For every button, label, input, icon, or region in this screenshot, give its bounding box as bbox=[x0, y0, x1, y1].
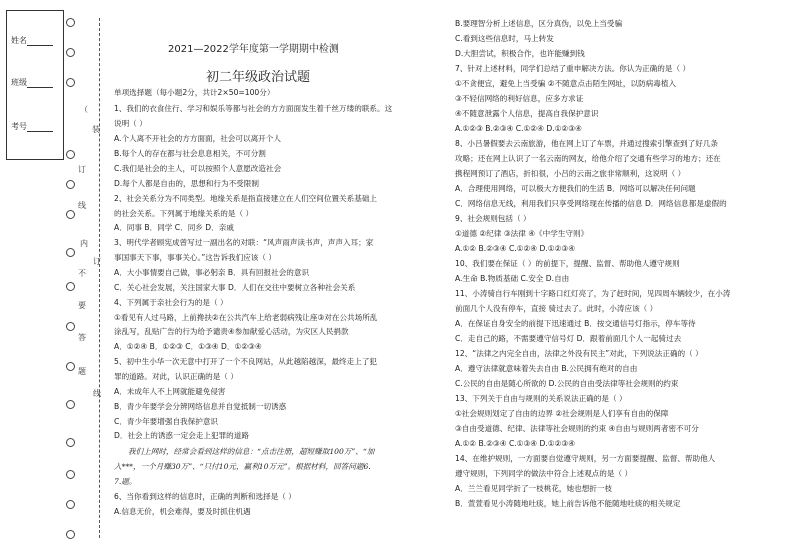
material-line: 我们上网时，经常会看到这样的信息：“点击注册，超短赚取100万”、“加 bbox=[128, 447, 375, 456]
option-line: A.①②③ B.②③④ C.①②④ D.①②③④ bbox=[455, 124, 582, 133]
option-line: A．在保证自身安全的前提下迅速通过 B．按交通信号灯指示，停车等待 bbox=[455, 319, 696, 328]
question-line: 12、“法律之内完全自由，法律之外没有民主”对此，下列说法正确的（ ） bbox=[455, 349, 703, 358]
option-line: C．走自己的路，不需要遵守信号灯 D．跟着前面几个人一起骑过去 bbox=[455, 334, 682, 343]
binding-circle bbox=[66, 500, 75, 509]
binding-char: 线 bbox=[93, 389, 101, 398]
binding-circle bbox=[66, 400, 75, 409]
material-line: 7.题。 bbox=[114, 477, 137, 486]
question-line: 1、我们的衣食住行、学习和娱乐等都与社会的方方面面发生着千丝万缕的联系。这 bbox=[114, 104, 393, 113]
question-line: 罪的道路。对此，认识正确的是（ ） bbox=[114, 372, 238, 381]
option-line: B．萱萱看见小涛随地吐痰，她上前告诉他不能随地吐痰的相关规定 bbox=[455, 499, 681, 508]
option-line: D.大胆尝试，积极合作，也许能赚到钱 bbox=[455, 49, 585, 58]
option-line: C.公民的自由是随心所欲的 D.公民的自由受法律等社会规则的约束 bbox=[455, 379, 679, 388]
question-line: 事国事天下事，事事关心。”这告诉我们应该（ ） bbox=[114, 253, 277, 262]
binding-circle bbox=[66, 530, 75, 539]
option-line: A．①②④ B．①②③ C．①③④ D．①②③④ bbox=[114, 342, 262, 351]
statement-line: ③不轻信网络的利好信息，应多方求证 bbox=[455, 94, 584, 103]
statement-line: ①不贪便宜，避免上当受骗 ②不随意点击陌生网址，以防病毒植入 bbox=[455, 79, 677, 88]
question-line: 10、我们要在保证（ ）的前提下，提醒、监督、帮助他人遵守规则 bbox=[455, 259, 680, 268]
option-line: A.生命 B.物质基础 C.安全 D.自由 bbox=[455, 274, 570, 283]
name-label: 姓名 bbox=[11, 36, 27, 45]
option-line: D.每个人都是自由的，思想和行为不受限制 bbox=[114, 179, 259, 188]
option-line: A.①② B.②③④ C.①③④ D.①②③④ bbox=[455, 439, 576, 448]
statement-line: ④不随意泄露个人信息，提高自我保护意识 bbox=[455, 109, 599, 118]
student-info-box bbox=[6, 10, 64, 160]
option-line: A．同事 B．同学 C．同乡 D．亲戚 bbox=[114, 223, 234, 232]
material-line: 入***，一个月赚30万”、“只付10元，赢利10万元”。根据材料，回答问题6. bbox=[114, 462, 371, 471]
question-line: 7、针对上述材料，同学们总结了重申解决方法。你认为正确的是（ ） bbox=[455, 64, 691, 73]
binding-char: 要 bbox=[78, 301, 86, 310]
question-line: 遵守规则，下列同学的做法中符合上述观点的是（ ） bbox=[455, 469, 633, 478]
option-line: C.看到这些信息时，马上转发 bbox=[455, 34, 554, 43]
option-line: A.个人离不开社会的方方面面，社会可以离开个人 bbox=[114, 134, 281, 143]
class-field[interactable] bbox=[11, 77, 53, 88]
binding-circle bbox=[66, 470, 75, 479]
question-line: 14、在维护规则，一方面要自觉遵守规则，另一方面要提醒、监督、帮助他人 bbox=[455, 454, 716, 463]
question-line: 4、下列属于亲社会行为的是（ ） bbox=[114, 298, 228, 307]
option-line: C.我们是社会的主人，可以按照个人意愿改造社会 bbox=[114, 164, 282, 173]
option-line: B.每个人的存在都与社会息息相关，不可分割 bbox=[114, 149, 266, 158]
option-line: C．青少年要增强自我保护意识 bbox=[114, 417, 219, 426]
binding-circle bbox=[66, 438, 75, 447]
paper-title: 初二年级政治试题 bbox=[206, 70, 311, 85]
name-field[interactable] bbox=[11, 35, 53, 46]
binding-char: 内 bbox=[80, 239, 88, 248]
binding-circle bbox=[66, 248, 75, 257]
exam-title: 2021—2022学年度第一学期期中检测 bbox=[168, 44, 339, 55]
binding-circle bbox=[66, 48, 75, 57]
question-line: 2、社会关系分为不同类型。地缘关系是指直接建立在人们空间位置关系基础上 bbox=[114, 194, 378, 203]
option-line: A．兰兰看见同学折了一枝桃花，她也想折一枝 bbox=[455, 484, 613, 493]
binding-circle bbox=[66, 78, 75, 87]
question-line: 说明（ ） bbox=[114, 119, 147, 128]
option-line: A．遵守法律就意味着失去自由 B.公民拥有绝对的自由 bbox=[455, 364, 638, 373]
question-line: 携程网预订了酒店，折扣很，小吕的云南之旅非常顺利，这说明（ ） bbox=[455, 169, 686, 178]
binding-char: 订 bbox=[93, 257, 101, 266]
binding-char: 题 bbox=[78, 367, 86, 376]
statement-line: ③自由受道德、纪律、法律等社会规则的约束 ④自由与规则两者密不可分 bbox=[455, 424, 699, 433]
question-line: 3、明代学者顾宪成曾写过一副出名的对联：“风声雨声读书声，声声入耳；家 bbox=[114, 238, 374, 247]
option-line: A．未成年人不上网就能避免侵害 bbox=[114, 387, 226, 396]
question-line: 前面几个人没有停车，直接 骑过去了。此时，小涛应该（ ） bbox=[455, 304, 658, 313]
option-line: A.信息无价，机会难得，要及时抓住机遇 bbox=[114, 507, 251, 516]
exam-number-label: 考号 bbox=[11, 122, 27, 131]
option-line: B．青少年要学会分辨网络信息并自觉抵制一切诱惑 bbox=[114, 402, 287, 411]
option-line: A．大小事情要自己做，事必躬亲 B．具有回报社会的意识 bbox=[114, 268, 310, 277]
seal-line bbox=[99, 18, 100, 538]
option-line: C．网络信息无线，利用我们只享受网络现在传播的信息 D．网络信息都是虚假的 bbox=[455, 199, 727, 208]
binding-circle bbox=[66, 150, 75, 159]
class-label: 班级 bbox=[11, 78, 27, 87]
option-line: B.要理智分析上述信息，区分真伪，以免上当受骗 bbox=[455, 19, 623, 28]
exam-number-field[interactable] bbox=[11, 121, 53, 132]
binding-char: 答 bbox=[78, 333, 86, 342]
binding-circle bbox=[66, 282, 75, 291]
binding-circle bbox=[66, 362, 75, 371]
question-line: 8、小吕暑假要去云南旅游，他在网上订了车票，并通过搜索引擎查到了好几条 bbox=[455, 139, 719, 148]
binding-circle bbox=[66, 180, 75, 189]
section-heading: 单项选择题（每小题2分，共计2×50=100分） bbox=[114, 88, 275, 97]
option-line: C．关心社会发展，关注国家大事 D．人们在交往中要树立各种社会关系 bbox=[114, 283, 356, 292]
question-line: 的社会关系。下列属于地缘关系的是（ ） bbox=[114, 209, 254, 218]
binding-circle bbox=[66, 210, 75, 219]
binding-circle bbox=[66, 18, 75, 27]
binding-char: 订 bbox=[78, 165, 86, 174]
question-line: 涂乱写，乱贴广告的行为给予谴责④参加献爱心活动，为灾区人民捐款 bbox=[114, 327, 349, 336]
binding-circle bbox=[66, 322, 75, 331]
question-line: 9、社会规则包括（ ） bbox=[455, 214, 531, 223]
option-line: D．社会上的诱惑一定会走上犯罪的道路 bbox=[114, 431, 249, 440]
binding-char: （ bbox=[80, 105, 88, 114]
statement-line: ①社会规则划定了自由的边界 ②社会规则是人们享有自由的保障 bbox=[455, 409, 669, 418]
question-line: 11、小涛骑自行车刚到十字路口红灯亮了，为了赶时间，见四周车辆较少，在小涛 bbox=[455, 289, 731, 298]
question-line: 13、下列关于自由与规则的关系说法正确的是（ ） bbox=[455, 394, 627, 403]
question-line: ①看见有人过马路，上前搀扶②在公共汽车上给老弱病残让座③对在公共场所乱 bbox=[114, 313, 378, 322]
option-line: A.①② B.②③④ C.①②④ D.①②③④ bbox=[455, 244, 576, 253]
statement-line: ①道德 ②纪律 ③法律 ④《中学生守则》 bbox=[455, 229, 589, 238]
binding-char: 不 bbox=[78, 269, 86, 278]
question-line: 攻略；还在网上认识了一名云南的网友，给他介绍了交通有些学习的地方；还在 bbox=[455, 154, 721, 163]
option-line: A．合理使用网络，可以极大方便我们的生活 B．网络可以解决任何问题 bbox=[455, 184, 696, 193]
question-line: 6、当你看到这样的信息时，正确的判断和选择是（ ） bbox=[114, 492, 296, 501]
binding-char: 装 bbox=[92, 125, 100, 134]
question-line: 5、初中生小华一次无意中打开了一个不良网站，从此越陷越深，最终走上了犯 bbox=[114, 357, 378, 366]
binding-char: 线 bbox=[78, 201, 86, 210]
